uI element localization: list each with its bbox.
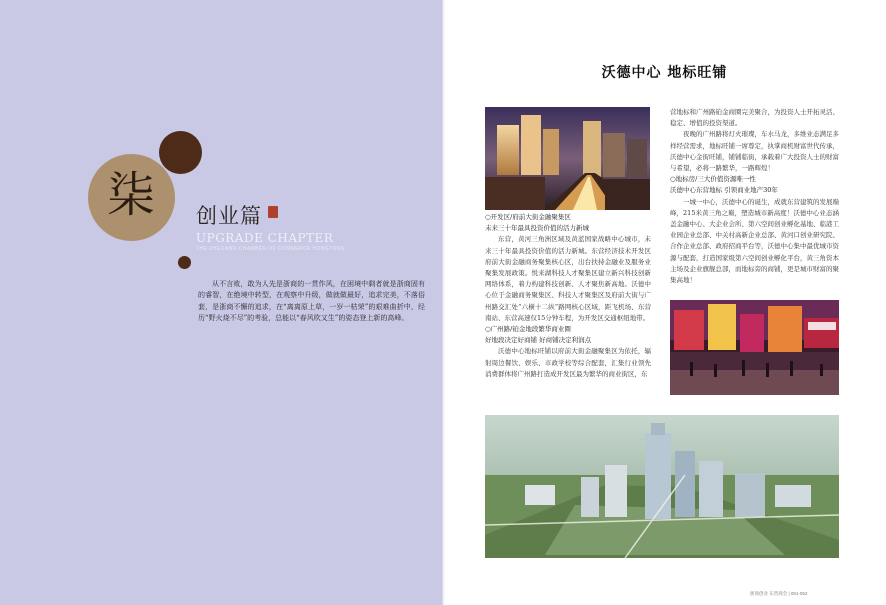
article-column-1: [485, 212, 651, 380]
decorative-circle-small: [178, 256, 191, 269]
article-headline: 沃德中心 地标旺铺: [601, 65, 728, 81]
chapter-title: 创业篇: [196, 204, 262, 228]
chapter-subtitle-english: THE ZHEJIANG CHAMBER OF COMMERCE HONGTONG: [196, 246, 346, 252]
paragraph-district: 东营，黄河三角洲区域及黄蓝国家战略中心城市，未来三十年最具投资价值的活力新城。东营经济技术开发区府前大街金融商务聚集核心区，出台扶持金融业及服务业聚集发展政策。悦来湖科技人才聚集区建立新兴科技创新网络体系，着力构建科技创新、人才聚焦新高地。沃德中心位于金融商务聚集区、科技人才聚集区及府前大街与广州路交汇处“六横十二纵”路网核心区域，距飞机场、东营南站、东营高速仅15分钟车程，为开发区交通枢纽地带。: [485, 235, 651, 322]
section-caption-district: ○开发区/府前大街金融聚集区: [485, 213, 571, 221]
red-seal-icon: [268, 206, 278, 218]
article-column-2: [670, 107, 839, 286]
photo-aerial-rendering: [485, 415, 839, 558]
section-caption-commerce: ○广州路/铂金地段繁华商业圈: [485, 325, 571, 334]
paragraph-continued: 营地标和广州路铂金商圈完美聚合，为投资人士开拓灵活、稳定、增值的投资渠道。: [670, 108, 839, 128]
section-caption-landmark: ○地标房/三大价值资源唯一性: [670, 175, 756, 184]
chapter-intro-paragraph: 从不言败，敢为人先是浙商的一贯作风，在困境中剩者就是浙商固有的睿智，在绝境中转型，在观察中升级，做就做最好，追求完美，不落俗套，是浙商不懈的追求，在“离离原上草，一岁一枯荣”的艰难曲折中，经历“野火烧不尽”的考验，总能以“春风吹又生”的姿态登上新的高峰。: [198, 280, 425, 323]
chapter-title-english: UPGRADE CHAPTER: [196, 231, 334, 245]
section-subcaption-district: 未来三十年最具投资价值的活力新城: [485, 224, 589, 233]
chapter-number: 柒: [106, 167, 155, 223]
photo-night-street: [485, 107, 650, 210]
paragraph-night-street: 夜晚的广州路将灯火璀璨，车水马龙，多维业态满足多样经营需求，地标旺铺一席尊定，执掌商机财富世代传承，沃德中心金街旺铺，铺铺临街，承载着广大投资人士的财富与希望，必将一路繁华，一路辉煌！: [670, 130, 839, 173]
paragraph-landmark: 一城一中心，沃德中心的诞生，成就东营建筑的发展巅峰，215米黄三角之巅，塑造城市新高度！沃德中心业态涵盖金融中心、大企业会所、第六空间创业孵化基地、临港工业园企业总部、中关村高新企业总部、黄河口创业研究院、合作企业总部、政府招商平台等，沃德中心集中最优城市资源与配套，打造国家级第六空间创业孵化平台，黄三角资本主场及企业旗舰总部，而地标旁的商铺，更是城市财富的聚集高地！: [670, 197, 839, 285]
photo-shopping-square: [670, 300, 839, 395]
section-subcaption-landmark: 沃德中心东营地标 引领商业地产30年: [670, 186, 778, 195]
page-spine: [441, 0, 445, 605]
paragraph-commerce: 沃德中心地标旺铺以府前大街金融聚集区为依托，辐射周边餐饮、娱乐、市政学校等综合配套，汇集行业领先消费群体将广州路打造成开发区最为繁华的商业街区，东: [485, 347, 651, 378]
section-subcaption-commerce: 好地段决定好商铺 好商铺决定利润点: [485, 336, 592, 345]
page-footer: 浙商创业 东营商会 | 051-052: [750, 591, 808, 596]
